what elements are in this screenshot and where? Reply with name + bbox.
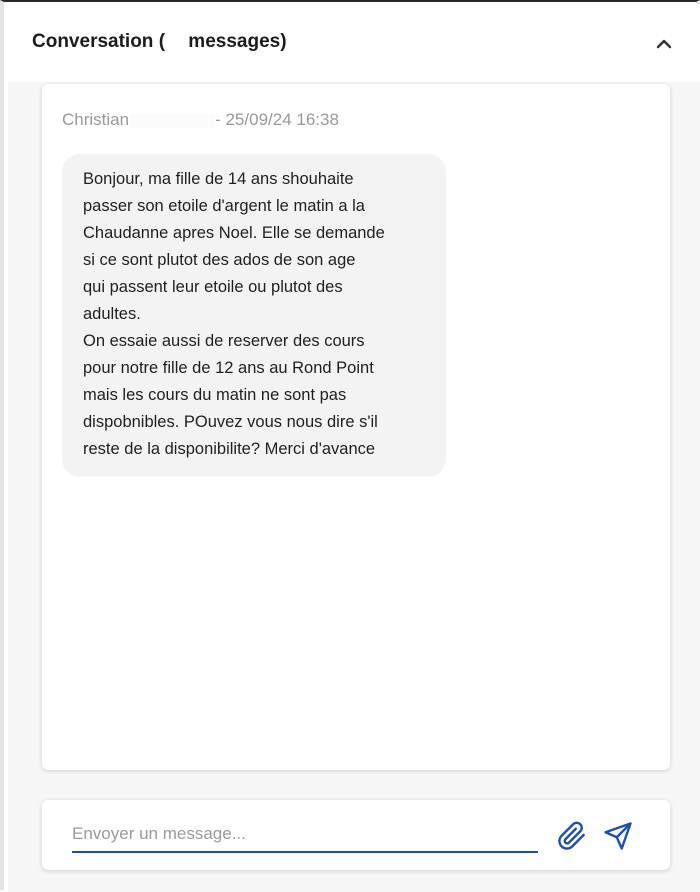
send-icon: [603, 821, 633, 851]
author-lastname-redacted: [129, 114, 215, 128]
message-line: Chaudanne apres Noel. Elle se demande: [83, 224, 385, 242]
attach-button[interactable]: [557, 821, 587, 851]
message-input[interactable]: [72, 817, 538, 853]
message-line: dispobnibles. POuvez vous nous dire s'il: [83, 413, 378, 431]
message-meta: [62, 110, 339, 130]
message-line: qui passent leur etoile ou plutot des: [83, 278, 343, 296]
message-line: On essaie aussi de reserver des cours: [83, 332, 365, 350]
message-composer: [42, 800, 670, 870]
message-bubble: [62, 154, 446, 477]
send-button[interactable]: [603, 821, 633, 851]
paperclip-icon: [557, 821, 587, 851]
message-line: pour notre fille de 12 ans au Rond Point: [83, 359, 374, 377]
message-datetime: - 25/09/24 16:38: [215, 110, 339, 129]
title-prefix: Conversation (: [32, 31, 166, 52]
panel-header[interactable]: [8, 4, 700, 82]
message-line: reste de la disponibilite? Merci d'avance: [83, 440, 376, 458]
message-line: Bonjour, ma fille de 14 ans shouhaite: [83, 170, 354, 188]
message-line: passer son etoile d'argent le matin a la: [83, 197, 365, 215]
conversation-panel: [8, 4, 700, 892]
message-line: adultes.: [83, 305, 141, 323]
panel-title: [32, 31, 287, 53]
message-author: Christian: [62, 110, 130, 129]
messages-list[interactable]: [42, 84, 670, 770]
message-line: mais les cours du matin ne sont pas: [83, 386, 347, 404]
collapse-button[interactable]: [652, 32, 676, 56]
message-line: si ce sont plutot des ados de son age: [83, 251, 356, 269]
title-suffix: messages): [183, 31, 287, 52]
chevron-up-icon: [652, 32, 676, 56]
